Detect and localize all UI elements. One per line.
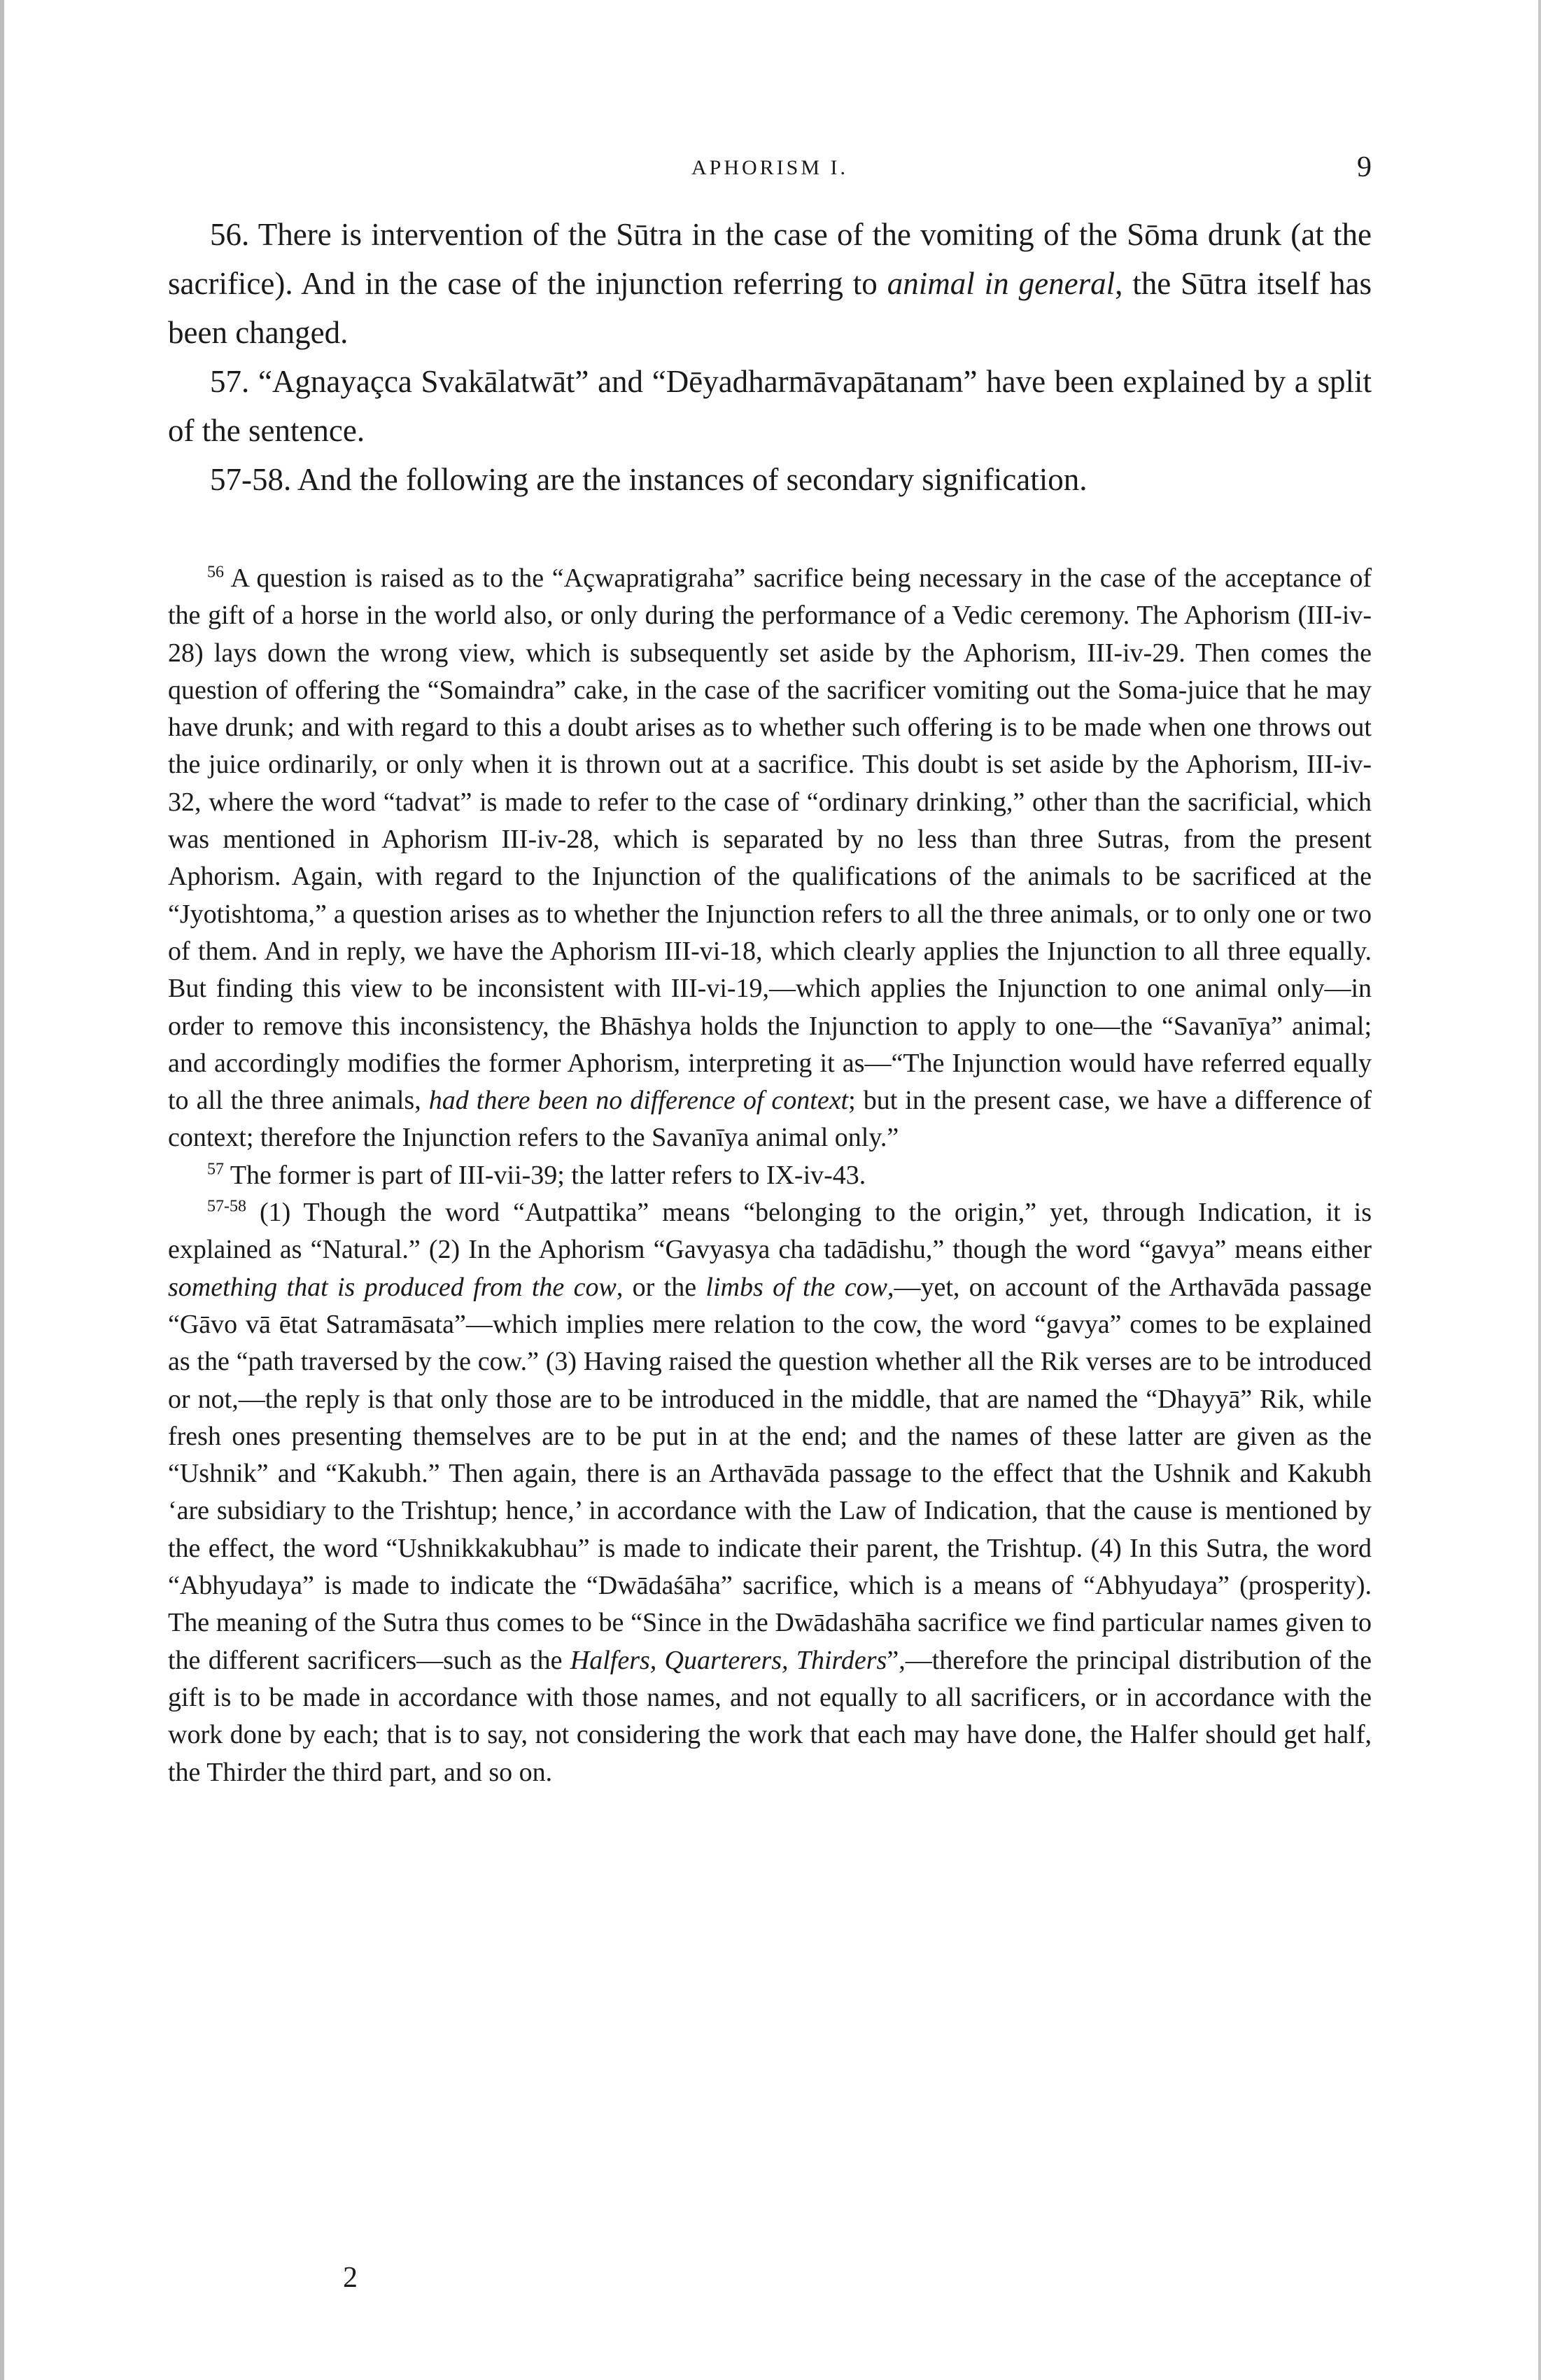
footnote-italic: something that is produced from the cow — [168, 1272, 617, 1302]
footnote-text: (1) Though the word “Autpattika” means “belonging to the origin,” yet, through Indication, it is explained as “Natural.” (2) In the Aphorism “Gavyasya cha tadādishu,” though the word “gavya” means either — [168, 1198, 1372, 1265]
section-gap — [168, 504, 1372, 560]
footnote-text: ,—yet, on account of the Arthavāda passage “Gāvo vā ētat Satramāsata”—which implies mere relation to the cow, the word “gavya” comes to be explained as the “path traversed by the cow.” (3) Having raised the question whether all the Rik verses are to be introduced or not,—the reply is that only those are to be introduced in the middle, that are named the “Dhayyā” Rik, while fresh ones presenting themselves are to be put in at the end; and the names of these latter are given as the “Ushnik” and “Kakubh.” Then again, there is an Arthavāda passage to the effect that the Ushnik and Kakubh ‘are subsidiary to the Trishtup; hence,’ in accordance with the Law of Indication, that the cause is mentioned by the effect, the word “Ushnikkakubhau” is made to indicate their parent, the Trishtup. (4) In this Sutra, the word “Abhyudaya” is made to indicate the “Dwādaśāha” sacrifice, which is a means of “Abhyudaya” (prosperity). The meaning of the Sutra thus comes to be “Since in the Dwādashāha sacrifice we find particular names given to the different sacrificers—such as the — [168, 1272, 1372, 1675]
footnote-marker: 57 — [207, 1160, 224, 1179]
aphorism-text: “Agnayaçca Svakālatwāt” and “Dēyadharmāvapātanam” have been explained by a split of the sentence. — [168, 364, 1372, 448]
aphorism-56 — [168, 210, 1372, 357]
running-head: APHORISM I. — [691, 156, 849, 179]
scan-left-edge — [0, 0, 4, 2380]
footnote-56 — [168, 560, 1372, 1157]
footnote-italic: had there been no difference of context — [428, 1086, 849, 1116]
aphorism-number: 57. — [210, 364, 250, 399]
footnote-italic: Halfers, Quarterers, Thirders — [570, 1645, 887, 1675]
footnote-57-58 — [168, 1194, 1372, 1791]
page-header — [168, 150, 1372, 192]
footnote-marker: 56 — [207, 563, 224, 582]
aphorism-text: , the Sūtra itself has been changed. — [168, 266, 1372, 350]
footnote-text: A question is raised as to the “Açwapratigraha” sacrifice being necessary in the case of the acceptance of the gift of a horse in the world also, or only during the performance of a Vedic ceremony. The Aphorism (III-iv-28) lays down the wrong view, which is subsequently set aside by the Aphorism, III-iv-29. Then comes the question of offering the “Somaindra” cake, in the case of the sacrificer vomiting out the Soma-juice that he may have drunk; and with regard to this a doubt arises as to whether such offering is to be made when one throws out the juice ordinarily, or only when it is thrown out at a sacrifice. This doubt is set aside by the Aphorism, III-iv-32, where the word “tadvat” is made to refer to the case of “ordinary drinking,” other than the sacrificial, which was mentioned in Aphorism III-iv-28, which is separated by no less than three Sutras, from the present Aphorism. Again, with regard to the Injunction of the qualifications of the animals to be sacrificed at the “Jyotishtoma,” a question arises as to whether the Injunction refers to all the three animals, or to only one or two of them. And in reply, we have the Aphorism III-vi-18, which clearly applies the Injunction to all three equally. But finding this view to be inconsistent with III-vi-19,—which applies the Injunction to one animal only—in order to remove this inconsistency, the Bhāshya holds the Injunction to apply to one—the “Savanīya” animal; and accordingly modifies the former Aphorism, interpreting it as—“The Injunction would have referred equally to all the three animals, — [168, 564, 1372, 1116]
footnotes — [168, 560, 1372, 1791]
aphorism-text: There is intervention of the Sūtra in the case of the vomiting of the Sōma drunk (at the sacrifice). And in the case of the injunction referring to — [168, 217, 1372, 301]
aphorism-57 — [168, 357, 1372, 455]
aphorism-text: And the following are the instances of secondary signification. — [297, 462, 1088, 497]
footnote-text: The former is part of III-vii-39; the latter refers to IX-iv-43. — [230, 1160, 866, 1190]
aphorism-italic: animal in general — [887, 266, 1116, 301]
footnote-57 — [168, 1157, 1372, 1194]
footnote-text: ; but in the present case, we have a difference of context; therefore the Injunction refers to the Savanīya animal only.” — [168, 1086, 1372, 1153]
aphorism-number: 57-58. — [210, 462, 292, 497]
page-body — [168, 210, 1372, 1791]
page-number: 9 — [1357, 151, 1372, 183]
aphorism-57-58 — [168, 455, 1372, 504]
footnote-text: , or the — [616, 1272, 706, 1302]
footnote-marker: 57-58 — [207, 1197, 246, 1216]
scan-right-edge — [1538, 0, 1541, 2380]
signature-mark: 2 — [343, 2262, 358, 2294]
footnote-text: ”,—therefore the principal distribution of the gift is to be made in accordance with those names, and not equally to all sacrificers, or in accordance with the work done by each; that is to say, not considering the work that each may have done, the Halfer should get half, the Thirder the third part, and so on. — [168, 1645, 1372, 1787]
aphorism-number: 56. — [210, 217, 250, 252]
footnote-italic: limbs of the cow — [705, 1272, 887, 1302]
